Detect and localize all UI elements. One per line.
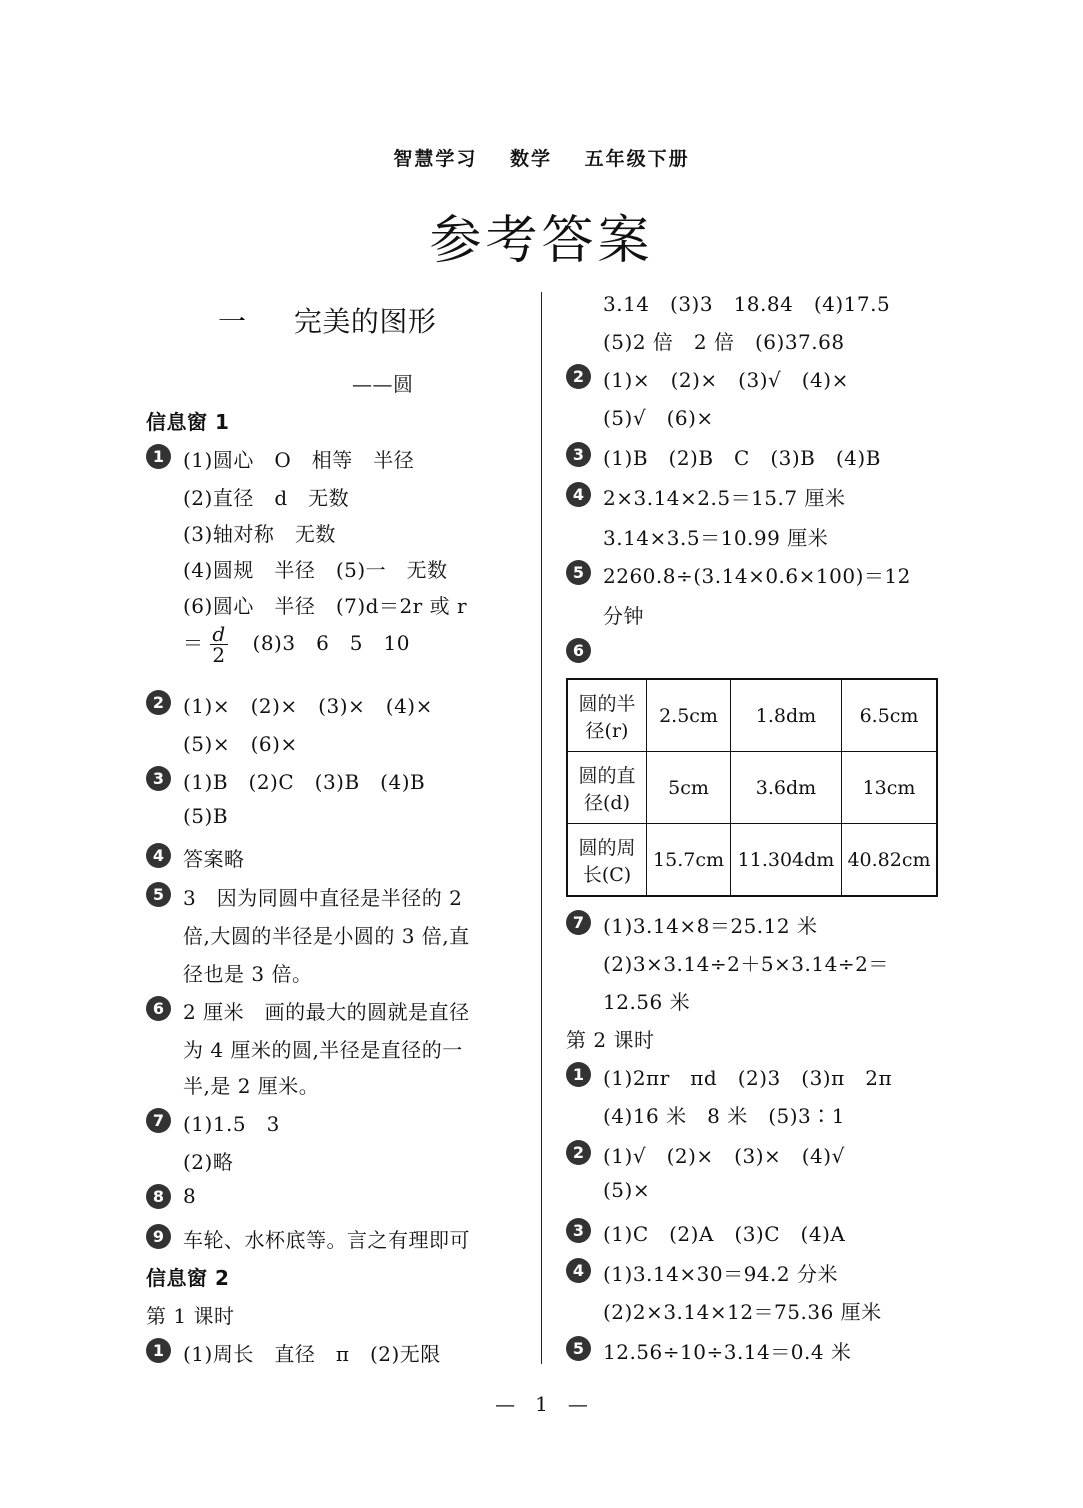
question-number-badge: 8 [146, 1184, 171, 1209]
answer-line: 3 因为同圆中直径是半径的 2 [183, 886, 463, 910]
answer-line: 12.56 米 [603, 990, 691, 1014]
answer-line: 为 4 厘米的圆,半径是直径的一 [183, 1038, 463, 1062]
running-header [0, 144, 1083, 171]
question-number-badge: 6 [146, 996, 171, 1021]
answer-line: (3)轴对称 无数 [183, 522, 336, 546]
question-number-badge: 1 [146, 1338, 171, 1363]
question-number-badge: 4 [566, 1258, 591, 1283]
answer-line: (1)2πr πd (2)3 (3)π 2π [603, 1066, 893, 1090]
fraction [210, 624, 227, 665]
question-number-badge: 2 [146, 690, 171, 715]
answer-line: (1)B (2)B C (3)B (4)B [603, 446, 881, 470]
row-header: 圆的周 长(C) [567, 824, 647, 897]
answer-line: (6)圆心 半径 (7)d＝2r 或 r [183, 594, 468, 618]
answer-line: (4)16 米 8 米 (5)3∶1 [603, 1104, 845, 1128]
answer-line: (2)直径 d 无数 [183, 486, 350, 510]
answer-line: (5)2 倍 2 倍 (6)37.68 [603, 330, 845, 354]
table-cell: 3.6dm [731, 752, 842, 824]
answer-line: (1)C (2)A (3)C (4)A [603, 1222, 846, 1246]
answer-line: 答案略 [183, 847, 245, 871]
question-number-badge: 5 [566, 560, 591, 585]
circle-table [566, 678, 938, 897]
chapter-heading [218, 300, 436, 340]
table-row [567, 824, 937, 897]
answer-line: 8 [183, 1184, 197, 1208]
chapter-name: 完美的图形 [293, 305, 437, 338]
question-number-badge: 3 [146, 766, 171, 791]
question-number-badge: 1 [146, 444, 171, 469]
answer-line: 车轮、水杯底等。言之有理即可 [183, 1228, 470, 1252]
answer-line: (1)B (2)C (3)B (4)B [183, 770, 426, 794]
table-cell: 1.8dm [731, 679, 842, 752]
section-heading-1: 信息窗 1 [146, 410, 230, 434]
page-title: 参考答案 [429, 211, 654, 271]
table-cell: 5cm [647, 752, 731, 824]
answer-line: 12.56÷10÷3.14＝0.4 米 [603, 1340, 852, 1364]
grade-name: 五年级下册 [584, 148, 690, 170]
table-cell: 11.304dm [731, 824, 842, 897]
answer-line: (5)× (6)× [183, 732, 298, 756]
answer-line: 2×3.14×2.5＝15.7 厘米 [603, 486, 846, 510]
answer-line: (1)× (2)× (3)× (4)× [183, 694, 433, 718]
table-cell: 2.5cm [647, 679, 731, 752]
answer-line: (1)× (2)× (3)√ (4)× [603, 368, 849, 392]
chapter-subtitle: ——圆 [352, 372, 414, 396]
question-number-badge: 3 [566, 1218, 591, 1243]
question-number-badge: 7 [566, 910, 591, 935]
table-cell: 13cm [842, 752, 938, 824]
row-header: 圆的直 径(d) [567, 752, 647, 824]
answer-line: 半,是 2 厘米。 [183, 1074, 320, 1098]
question-number-badge: 5 [566, 1336, 591, 1361]
answer-line: (2)略 [183, 1150, 234, 1174]
answer-line: (5)B [183, 804, 229, 828]
answer-line: (1)3.14×30＝94.2 分米 [603, 1262, 838, 1286]
question-number-badge: 6 [566, 638, 591, 663]
page-number: — 1 — [495, 1392, 588, 1416]
answer-line: (1)1.5 3 [183, 1112, 280, 1136]
table-cell: 6.5cm [842, 679, 938, 752]
table-row [567, 679, 937, 752]
answer-line: (2)2×3.14×12＝75.36 厘米 [603, 1300, 882, 1324]
book-name: 智慧学习 [393, 148, 478, 170]
question-number-badge: 2 [566, 364, 591, 389]
question-number-badge: 5 [146, 882, 171, 907]
answer-line: (5)× [603, 1178, 651, 1202]
fraction-denominator: 2 [212, 643, 226, 667]
column-divider [541, 292, 542, 1364]
lesson-heading-2: 第 2 课时 [566, 1028, 655, 1052]
answer-rest: (8)3 6 5 10 [252, 631, 410, 655]
equals-sign: ＝ [183, 631, 204, 655]
answer-line: (2)3×3.14÷2＋5×3.14÷2＝ [603, 952, 889, 976]
lesson-heading-1: 第 1 课时 [146, 1304, 235, 1328]
answer-line: 径也是 3 倍。 [183, 962, 313, 986]
answer-line: 3.14×3.5＝10.99 厘米 [603, 526, 829, 550]
chapter-number: 一 [218, 305, 247, 338]
answer-line: 2 厘米 画的最大的圆就是直径 [183, 1000, 470, 1024]
question-number-badge: 7 [146, 1108, 171, 1133]
question-number-badge: 2 [566, 1140, 591, 1165]
answer-line-fraction [183, 624, 410, 665]
answer-line: (4)圆规 半径 (5)一 无数 [183, 558, 448, 582]
fraction-numerator: d [212, 622, 226, 646]
question-number-badge: 4 [146, 843, 171, 868]
table-cell: 40.82cm [842, 824, 938, 897]
answer-line: 倍,大圆的半径是小圆的 3 倍,直 [183, 924, 470, 948]
answer-line: (1)圆心 O 相等 半径 [183, 448, 415, 472]
answer-line: (5)√ (6)× [603, 406, 714, 430]
table-row [567, 752, 937, 824]
answer-line: (1)√ (2)× (3)× (4)√ [603, 1144, 845, 1168]
subject-name: 数学 [509, 148, 552, 170]
table-cell: 15.7cm [647, 824, 731, 897]
answer-line: 分钟 [603, 604, 644, 628]
row-header: 圆的半 径(r) [567, 679, 647, 752]
answer-line: (1)周长 直径 π (2)无限 [183, 1342, 441, 1366]
question-number-badge: 4 [566, 482, 591, 507]
section-heading-2: 信息窗 2 [146, 1266, 230, 1290]
answer-line: (1)3.14×8＝25.12 米 [603, 914, 818, 938]
question-number-badge: 9 [146, 1224, 171, 1249]
question-number-badge: 3 [566, 442, 591, 467]
question-number-badge: 1 [566, 1062, 591, 1087]
answer-line: 2260.8÷(3.14×0.6×100)＝12 [603, 564, 911, 588]
answer-line: 3.14 (3)3 18.84 (4)17.5 [603, 292, 891, 316]
